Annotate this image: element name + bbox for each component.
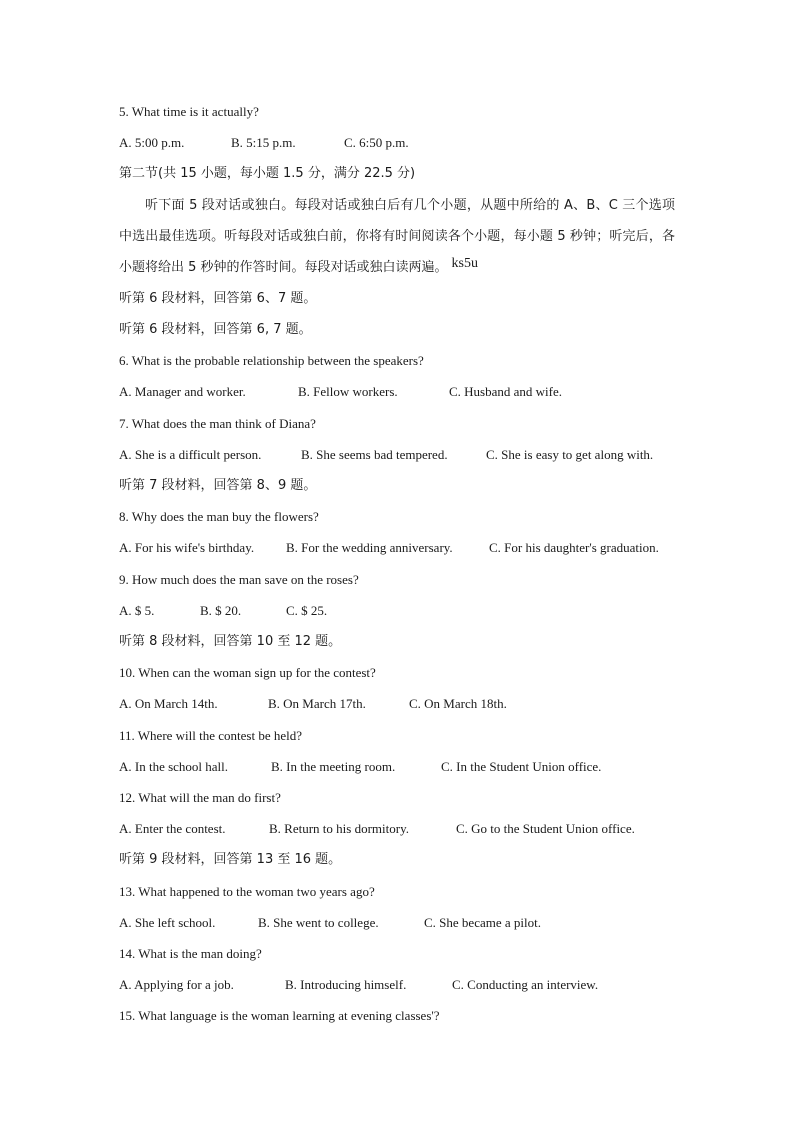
option-a: A. On March 14th.	[119, 696, 218, 711]
option-b: B. 5:15 p.m.	[231, 135, 296, 150]
question-12: 12. What will the man do first?	[119, 790, 281, 805]
heading-passage-8: 听第 8 段材料，回答第 10 至 12 题。	[119, 634, 342, 649]
question-15: 15. What language is the woman learning at evening classes'?	[119, 1008, 440, 1023]
question-13: 13. What happened to the woman two years ago?	[119, 884, 375, 899]
option-a: A. She is a difficult person.	[119, 447, 262, 462]
option-b: B. She went to college.	[258, 915, 379, 930]
option-a: A. In the school hall.	[119, 759, 229, 774]
section-instructions	[119, 190, 675, 283]
question-5: 5. What time is it actually?	[119, 104, 259, 119]
option-b: B. $ 20.	[200, 603, 242, 618]
option-a: A. 5:00 p.m.	[119, 135, 185, 150]
option-c: C. Go to the Student Union office.	[456, 821, 635, 836]
heading-passage-6: 听第 6 段材料，回答第 6、7 题。	[119, 291, 317, 306]
question-10: 10. When can the woman sign up for the contest?	[119, 665, 376, 680]
option-b: B. Return to his dormitory.	[269, 821, 409, 836]
question-9: 9. How much does the man save on the roses?	[119, 572, 359, 587]
question-7: 7. What does the man think of Diana?	[119, 416, 316, 431]
option-a: A. For his wife's birthday.	[119, 540, 255, 555]
option-c: C. Husband and wife.	[449, 384, 563, 399]
section-title: 第二节(共 15 小题，每小题 1.5 分，满分 22.5 分)	[119, 166, 416, 181]
option-b: B. On March 17th.	[268, 696, 366, 711]
option-c: C. She became a pilot.	[424, 915, 541, 930]
option-c: C. In the Student Union office.	[441, 759, 602, 774]
option-b: B. Fellow workers.	[298, 384, 398, 399]
option-b: B. For the wedding anniversary.	[286, 540, 453, 555]
watermark-text: ks5u	[451, 256, 478, 271]
option-a: A. Applying for a job.	[119, 977, 234, 992]
option-a: A. Manager and worker.	[119, 384, 246, 399]
question-14: 14. What is the man doing?	[119, 946, 262, 961]
option-c: C. Conducting an interview.	[452, 977, 599, 992]
option-b: B. She seems bad tempered.	[301, 447, 448, 462]
option-a: A. She left school.	[119, 915, 216, 930]
option-a: A. $ 5.	[119, 603, 155, 618]
option-c: C. 6:50 p.m.	[344, 135, 409, 150]
question-6: 6. What is the probable relationship between the speakers?	[119, 353, 424, 368]
option-c: C. On March 18th.	[409, 696, 507, 711]
heading-passage-6-repeat: 听第 6 段材料，回答第 6, 7 题。	[119, 322, 312, 337]
question-8: 8. Why does the man buy the flowers?	[119, 509, 319, 524]
question-11: 11. Where will the contest be held?	[119, 728, 303, 743]
instructions-text: 听下面 5 段对话或独白。每段对话或独白后有几个小题，从题中所给的 A、B、C 三个选项中选出最佳选项。听每段对话或独白前，你将有时间阅读各个小题，每小题 5 秒钟；听完后，各小题将给出 5 秒钟的作答时间。每段对话或独白读两遍。	[119, 198, 675, 275]
option-b: B. Introducing himself.	[285, 977, 407, 992]
option-c: C. She is easy to get along with.	[486, 447, 654, 462]
option-b: B. In the meeting room.	[271, 759, 396, 774]
option-a: A. Enter the contest.	[119, 821, 226, 836]
option-c: C. For his daughter's graduation.	[489, 540, 659, 555]
heading-passage-9: 听第 9 段材料，回答第 13 至 16 题。	[119, 852, 342, 867]
option-c: C. $ 25.	[286, 603, 328, 618]
heading-passage-7: 听第 7 段材料，回答第 8、9 题。	[119, 478, 317, 493]
